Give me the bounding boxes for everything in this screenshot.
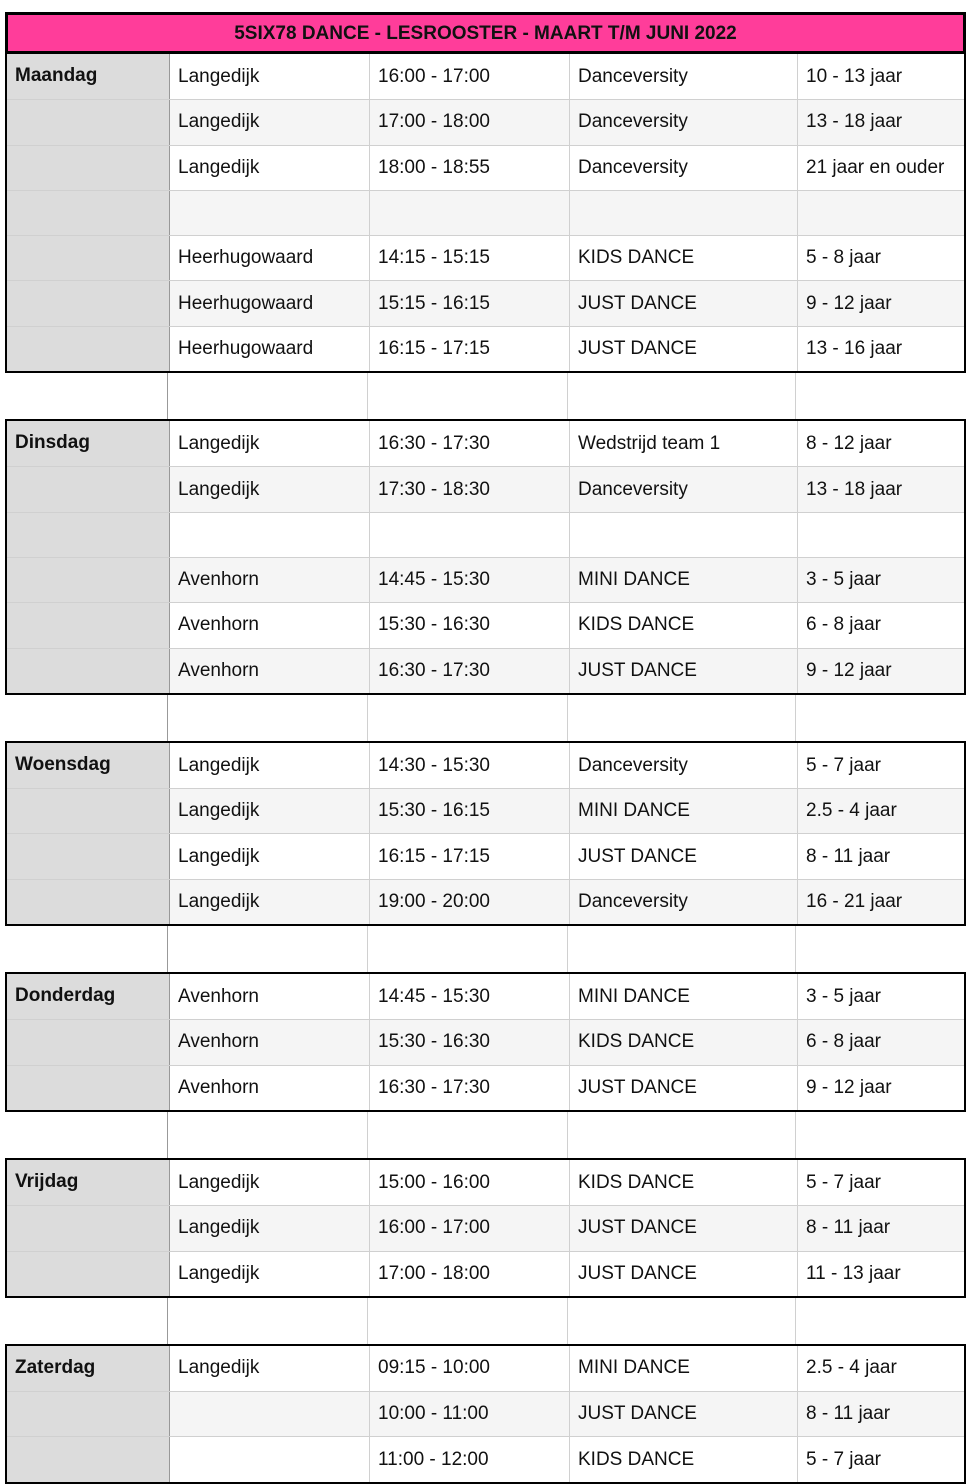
- day-cell: [7, 146, 169, 190]
- location-cell: Heerhugowaard: [169, 236, 369, 280]
- time-cell: 16:00 - 17:00: [369, 1206, 569, 1250]
- age-cell: [797, 191, 964, 235]
- time-cell: 19:00 - 20:00: [369, 880, 569, 924]
- location-cell: Avenhorn: [169, 558, 369, 602]
- day-label: Woensdag: [7, 743, 169, 788]
- day-section-vrijdag: [5, 1158, 966, 1298]
- table-row: [7, 99, 964, 144]
- day-cell: [7, 603, 169, 647]
- table-row: [7, 788, 964, 833]
- table-row: [7, 648, 964, 693]
- age-cell: 5 - 7 jaar: [797, 743, 964, 788]
- day-cell: [7, 834, 169, 878]
- class-cell: MINI DANCE: [569, 974, 797, 1019]
- time-cell: 17:00 - 18:00: [369, 1252, 569, 1296]
- spacer-cell: [367, 695, 567, 741]
- day-cell: [7, 513, 169, 557]
- age-cell: 13 - 18 jaar: [797, 467, 964, 511]
- class-cell: Danceversity: [569, 100, 797, 144]
- day-cell: [7, 1066, 169, 1110]
- table-row: [7, 879, 964, 924]
- age-cell: 16 - 21 jaar: [797, 880, 964, 924]
- table-row: [7, 145, 964, 190]
- day-section-woensdag: [5, 741, 966, 926]
- time-cell: 17:00 - 18:00: [369, 100, 569, 144]
- time-cell: 11:00 - 12:00: [369, 1437, 569, 1481]
- class-cell: KIDS DANCE: [569, 1437, 797, 1481]
- spacer-cell: [567, 695, 795, 741]
- time-cell: [369, 191, 569, 235]
- class-cell: JUST DANCE: [569, 1066, 797, 1110]
- age-cell: 11 - 13 jaar: [797, 1252, 964, 1296]
- spacer-cell: [795, 926, 966, 972]
- time-cell: 18:00 - 18:55: [369, 146, 569, 190]
- spacer-cell: [5, 1112, 167, 1158]
- spacer-cell: [567, 1112, 795, 1158]
- class-cell: JUST DANCE: [569, 1392, 797, 1436]
- location-cell: Langedijk: [169, 834, 369, 878]
- class-cell: Danceversity: [569, 743, 797, 788]
- spacer-cell: [167, 1112, 367, 1158]
- location-cell: [169, 1437, 369, 1481]
- day-section-donderdag: [5, 972, 966, 1112]
- age-cell: 10 - 13 jaar: [797, 54, 964, 99]
- location-cell: Avenhorn: [169, 649, 369, 693]
- time-cell: 16:30 - 17:30: [369, 649, 569, 693]
- age-cell: 8 - 11 jaar: [797, 834, 964, 878]
- spacer-cell: [795, 695, 966, 741]
- spacer-cell: [5, 1298, 167, 1344]
- time-cell: 16:30 - 17:30: [369, 1066, 569, 1110]
- location-cell: [169, 1392, 369, 1436]
- class-cell: MINI DANCE: [569, 789, 797, 833]
- class-cell: KIDS DANCE: [569, 603, 797, 647]
- time-cell: 09:15 - 10:00: [369, 1346, 569, 1391]
- table-row: [7, 1436, 964, 1481]
- spacer-cell: [567, 373, 795, 419]
- spacer-row: [5, 1298, 966, 1344]
- day-cell: [7, 1020, 169, 1064]
- day-cell: [7, 467, 169, 511]
- spacer-cell: [5, 373, 167, 419]
- day-cell: [7, 558, 169, 602]
- spacer-row: [5, 373, 966, 419]
- location-cell: [169, 513, 369, 557]
- age-cell: 13 - 18 jaar: [797, 100, 964, 144]
- time-cell: 15:30 - 16:15: [369, 789, 569, 833]
- location-cell: Langedijk: [169, 1206, 369, 1250]
- table-row: [7, 974, 964, 1019]
- location-cell: Avenhorn: [169, 603, 369, 647]
- class-cell: MINI DANCE: [569, 558, 797, 602]
- age-cell: 5 - 7 jaar: [797, 1160, 964, 1205]
- class-cell: Danceversity: [569, 54, 797, 99]
- class-cell: JUST DANCE: [569, 834, 797, 878]
- age-cell: 3 - 5 jaar: [797, 974, 964, 1019]
- day-label: Donderdag: [7, 974, 169, 1019]
- location-cell: Langedijk: [169, 789, 369, 833]
- table-row: [7, 54, 964, 99]
- age-cell: [797, 513, 964, 557]
- class-cell: KIDS DANCE: [569, 236, 797, 280]
- day-label: Maandag: [7, 54, 169, 99]
- location-cell: Avenhorn: [169, 974, 369, 1019]
- time-cell: 14:45 - 15:30: [369, 558, 569, 602]
- time-cell: 17:30 - 18:30: [369, 467, 569, 511]
- day-cell: [7, 1392, 169, 1436]
- spacer-cell: [795, 1298, 966, 1344]
- age-cell: 9 - 12 jaar: [797, 281, 964, 325]
- location-cell: Langedijk: [169, 467, 369, 511]
- class-cell: KIDS DANCE: [569, 1020, 797, 1064]
- day-label: Vrijdag: [7, 1160, 169, 1205]
- age-cell: 9 - 12 jaar: [797, 649, 964, 693]
- location-cell: Langedijk: [169, 880, 369, 924]
- spacer-row: [5, 695, 966, 741]
- time-cell: 15:30 - 16:30: [369, 603, 569, 647]
- location-cell: Langedijk: [169, 743, 369, 788]
- location-cell: [169, 191, 369, 235]
- spacer-cell: [167, 1298, 367, 1344]
- table-row: [7, 190, 964, 235]
- age-cell: 2.5 - 4 jaar: [797, 789, 964, 833]
- class-cell: JUST DANCE: [569, 1206, 797, 1250]
- location-cell: Langedijk: [169, 54, 369, 99]
- location-cell: Langedijk: [169, 1252, 369, 1296]
- class-cell: JUST DANCE: [569, 327, 797, 371]
- day-cell: [7, 100, 169, 144]
- day-cell: [7, 1252, 169, 1296]
- class-cell: JUST DANCE: [569, 649, 797, 693]
- location-cell: Langedijk: [169, 1160, 369, 1205]
- age-cell: 8 - 11 jaar: [797, 1206, 964, 1250]
- age-cell: 8 - 11 jaar: [797, 1392, 964, 1436]
- class-cell: JUST DANCE: [569, 281, 797, 325]
- age-cell: 2.5 - 4 jaar: [797, 1346, 964, 1391]
- day-cell: [7, 789, 169, 833]
- location-cell: Langedijk: [169, 146, 369, 190]
- day-cell: [7, 236, 169, 280]
- day-cell: [7, 1206, 169, 1250]
- class-cell: Wedstrijd team 1: [569, 421, 797, 466]
- table-row: [7, 1160, 964, 1205]
- time-cell: 14:45 - 15:30: [369, 974, 569, 1019]
- age-cell: 5 - 7 jaar: [797, 1437, 964, 1481]
- day-cell: [7, 191, 169, 235]
- location-cell: Langedijk: [169, 421, 369, 466]
- age-cell: 21 jaar en ouder: [797, 146, 964, 190]
- location-cell: Langedijk: [169, 100, 369, 144]
- table-row: [7, 1391, 964, 1436]
- day-label: Zaterdag: [7, 1346, 169, 1391]
- table-row: [7, 833, 964, 878]
- time-cell: [369, 513, 569, 557]
- table-row: [7, 280, 964, 325]
- age-cell: 5 - 8 jaar: [797, 236, 964, 280]
- day-cell: [7, 281, 169, 325]
- day-section-maandag: [5, 54, 966, 373]
- spacer-cell: [567, 1298, 795, 1344]
- day-section-dinsdag: [5, 419, 966, 695]
- table-row: [7, 602, 964, 647]
- time-cell: 14:30 - 15:30: [369, 743, 569, 788]
- spacer-cell: [367, 1112, 567, 1158]
- spacer-row: [5, 1112, 966, 1158]
- age-cell: 6 - 8 jaar: [797, 603, 964, 647]
- day-cell: [7, 880, 169, 924]
- class-cell: KIDS DANCE: [569, 1160, 797, 1205]
- location-cell: Langedijk: [169, 1346, 369, 1391]
- time-cell: 15:15 - 16:15: [369, 281, 569, 325]
- spacer-row: [5, 926, 966, 972]
- location-cell: Heerhugowaard: [169, 327, 369, 371]
- table-row: [7, 421, 964, 466]
- day-label: Dinsdag: [7, 421, 169, 466]
- age-cell: 8 - 12 jaar: [797, 421, 964, 466]
- table-row: [7, 1019, 964, 1064]
- time-cell: 16:15 - 17:15: [369, 834, 569, 878]
- spacer-cell: [167, 373, 367, 419]
- location-cell: Avenhorn: [169, 1066, 369, 1110]
- spacer-cell: [567, 926, 795, 972]
- table-row: [7, 326, 964, 371]
- time-cell: 15:30 - 16:30: [369, 1020, 569, 1064]
- schedule-sheet: [5, 12, 966, 1484]
- time-cell: 14:15 - 15:15: [369, 236, 569, 280]
- age-cell: 9 - 12 jaar: [797, 1066, 964, 1110]
- class-cell: Danceversity: [569, 467, 797, 511]
- spacer-cell: [367, 926, 567, 972]
- day-section-zaterdag: [5, 1344, 966, 1484]
- spacer-cell: [5, 695, 167, 741]
- table-row: [7, 743, 964, 788]
- time-cell: 16:30 - 17:30: [369, 421, 569, 466]
- day-cell: [7, 1437, 169, 1481]
- table-row: [7, 1205, 964, 1250]
- age-cell: 13 - 16 jaar: [797, 327, 964, 371]
- table-row: [7, 512, 964, 557]
- age-cell: 6 - 8 jaar: [797, 1020, 964, 1064]
- class-cell: MINI DANCE: [569, 1346, 797, 1391]
- day-cell: [7, 649, 169, 693]
- spacer-cell: [167, 695, 367, 741]
- time-cell: 16:00 - 17:00: [369, 54, 569, 99]
- spacer-cell: [367, 1298, 567, 1344]
- day-cell: [7, 327, 169, 371]
- class-cell: [569, 513, 797, 557]
- time-cell: 16:15 - 17:15: [369, 327, 569, 371]
- age-cell: 3 - 5 jaar: [797, 558, 964, 602]
- class-cell: JUST DANCE: [569, 1252, 797, 1296]
- table-row: [7, 1251, 964, 1296]
- location-cell: Heerhugowaard: [169, 281, 369, 325]
- time-cell: 10:00 - 11:00: [369, 1392, 569, 1436]
- time-cell: 15:00 - 16:00: [369, 1160, 569, 1205]
- spacer-cell: [167, 926, 367, 972]
- class-cell: Danceversity: [569, 146, 797, 190]
- spacer-cell: [367, 373, 567, 419]
- spacer-cell: [5, 926, 167, 972]
- class-cell: [569, 191, 797, 235]
- schedule-title: 5SIX78 DANCE - LESROOSTER - MAART T/M JUNI 2022: [5, 12, 966, 54]
- class-cell: Danceversity: [569, 880, 797, 924]
- location-cell: Avenhorn: [169, 1020, 369, 1064]
- spacer-cell: [795, 1112, 966, 1158]
- table-row: [7, 235, 964, 280]
- table-row: [7, 1065, 964, 1110]
- spacer-cell: [795, 373, 966, 419]
- table-row: [7, 557, 964, 602]
- table-row: [7, 1346, 964, 1391]
- table-row: [7, 466, 964, 511]
- schedule-table: [5, 54, 966, 1484]
